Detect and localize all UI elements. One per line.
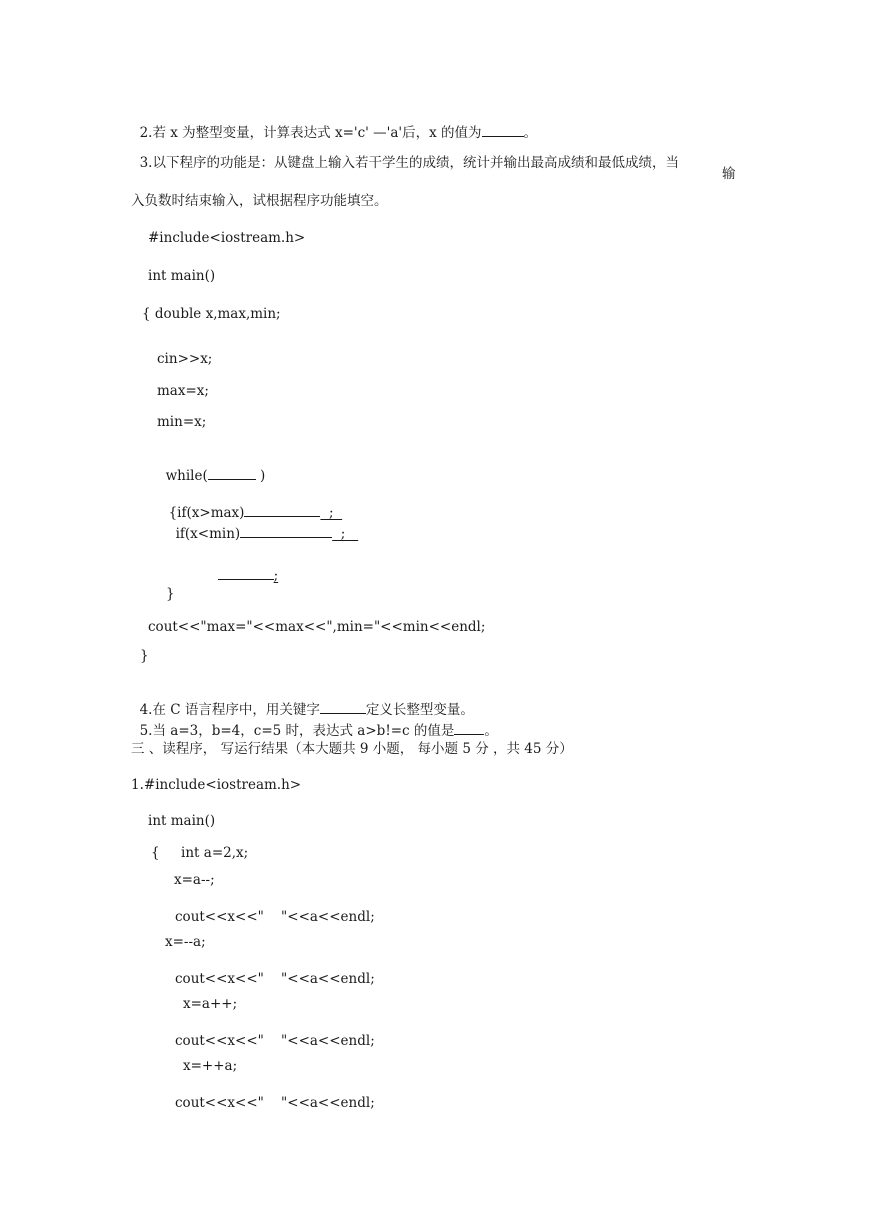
while-condition-blank <box>208 466 256 480</box>
program-1-stmt-2: x=--a; <box>165 934 206 950</box>
question-3-wrap: 输 <box>722 166 736 182</box>
question-5-blank <box>454 721 484 735</box>
program-1-cout-4: cout<<x<<" "<<a<<endl; <box>175 1095 375 1111</box>
question-2-blank <box>482 123 524 137</box>
question-5-text: 当 a=3，b=4，c=5 时，表达式 a>b!=c 的值是 <box>152 723 455 739</box>
question-2-tail: 。 <box>523 125 538 141</box>
code-while-open: while( <box>165 468 208 484</box>
question-4-number: 4. <box>139 702 153 718</box>
program-1-cout-1: cout<<x<<" "<<a<<endl; <box>175 909 375 925</box>
code-blank-3-semicolon: ; <box>273 568 279 584</box>
code-if-max-semicolon: ; <box>320 505 343 521</box>
program-1-stmt-4: x=++a; <box>183 1058 238 1074</box>
question-4-text: 在 C 语言程序中，用关键字 <box>152 702 320 718</box>
if-min-blank <box>240 524 332 538</box>
program-1-stmt-1: x=a--; <box>174 872 215 888</box>
statement-blank <box>218 566 274 580</box>
program-1-cout-3: cout<<x<<" "<<a<<endl; <box>175 1033 375 1049</box>
code-if-min-semicolon: ; <box>332 526 359 542</box>
question-3-line-1 <box>131 139 679 171</box>
code-if-min <box>167 508 358 542</box>
question-3-number: 3. <box>139 155 153 171</box>
code-while <box>157 450 265 484</box>
code-while-close: ) <box>255 468 266 484</box>
question-2-number: 2. <box>139 125 153 141</box>
code-blank-3 <box>209 550 278 584</box>
question-2-text: 若 x 为整型变量，计算表达式 x='c' —'a'后，x 的值为 <box>152 125 482 141</box>
code-min-assign: min=x; <box>157 414 207 430</box>
code-if-min-cond: if(x<min) <box>175 526 241 542</box>
question-4-tail: 定义长整型变量。 <box>365 702 474 718</box>
question-5 <box>131 705 498 739</box>
program-1-stmt-3: x=a++; <box>183 996 238 1012</box>
code-if-max-cond: {if(x>max) <box>168 505 245 521</box>
question-5-number: 5. <box>139 723 153 739</box>
code-close-outer: } <box>140 648 149 664</box>
program-1-include: 1.#include<iostream.h> <box>131 777 302 793</box>
code-include: #include<iostream.h> <box>148 230 306 246</box>
section-3-heading: 三 、读程序， 写运行结果（本大题共 9 小题， 每小题 5 分 ，共 45 分） <box>131 741 573 757</box>
code-main: int main() <box>148 268 216 284</box>
program-1-cout-2: cout<<x<<" "<<a<<endl; <box>175 971 375 987</box>
question-3-line-2: 入负数时结束输入，试根据程序功能填空。 <box>131 193 388 209</box>
code-cin: cin>>x; <box>157 351 213 367</box>
question-2 <box>131 107 537 141</box>
program-1-declaration: { int a=2,x; <box>151 845 249 861</box>
code-close-inner: } <box>166 586 175 602</box>
question-3-text-1: 以下程序的功能是：从键盘上输入若干学生的成绩，统计并输出最高成绩和最低成绩，当 <box>152 155 679 171</box>
code-max-assign: max=x; <box>157 383 209 399</box>
program-1-main: int main() <box>148 813 216 829</box>
code-cout: cout<<"max="<<max<<",min="<<min<<endl; <box>148 619 486 635</box>
question-5-tail: 。 <box>484 723 498 739</box>
code-declaration: { double x,max,min; <box>142 306 281 322</box>
